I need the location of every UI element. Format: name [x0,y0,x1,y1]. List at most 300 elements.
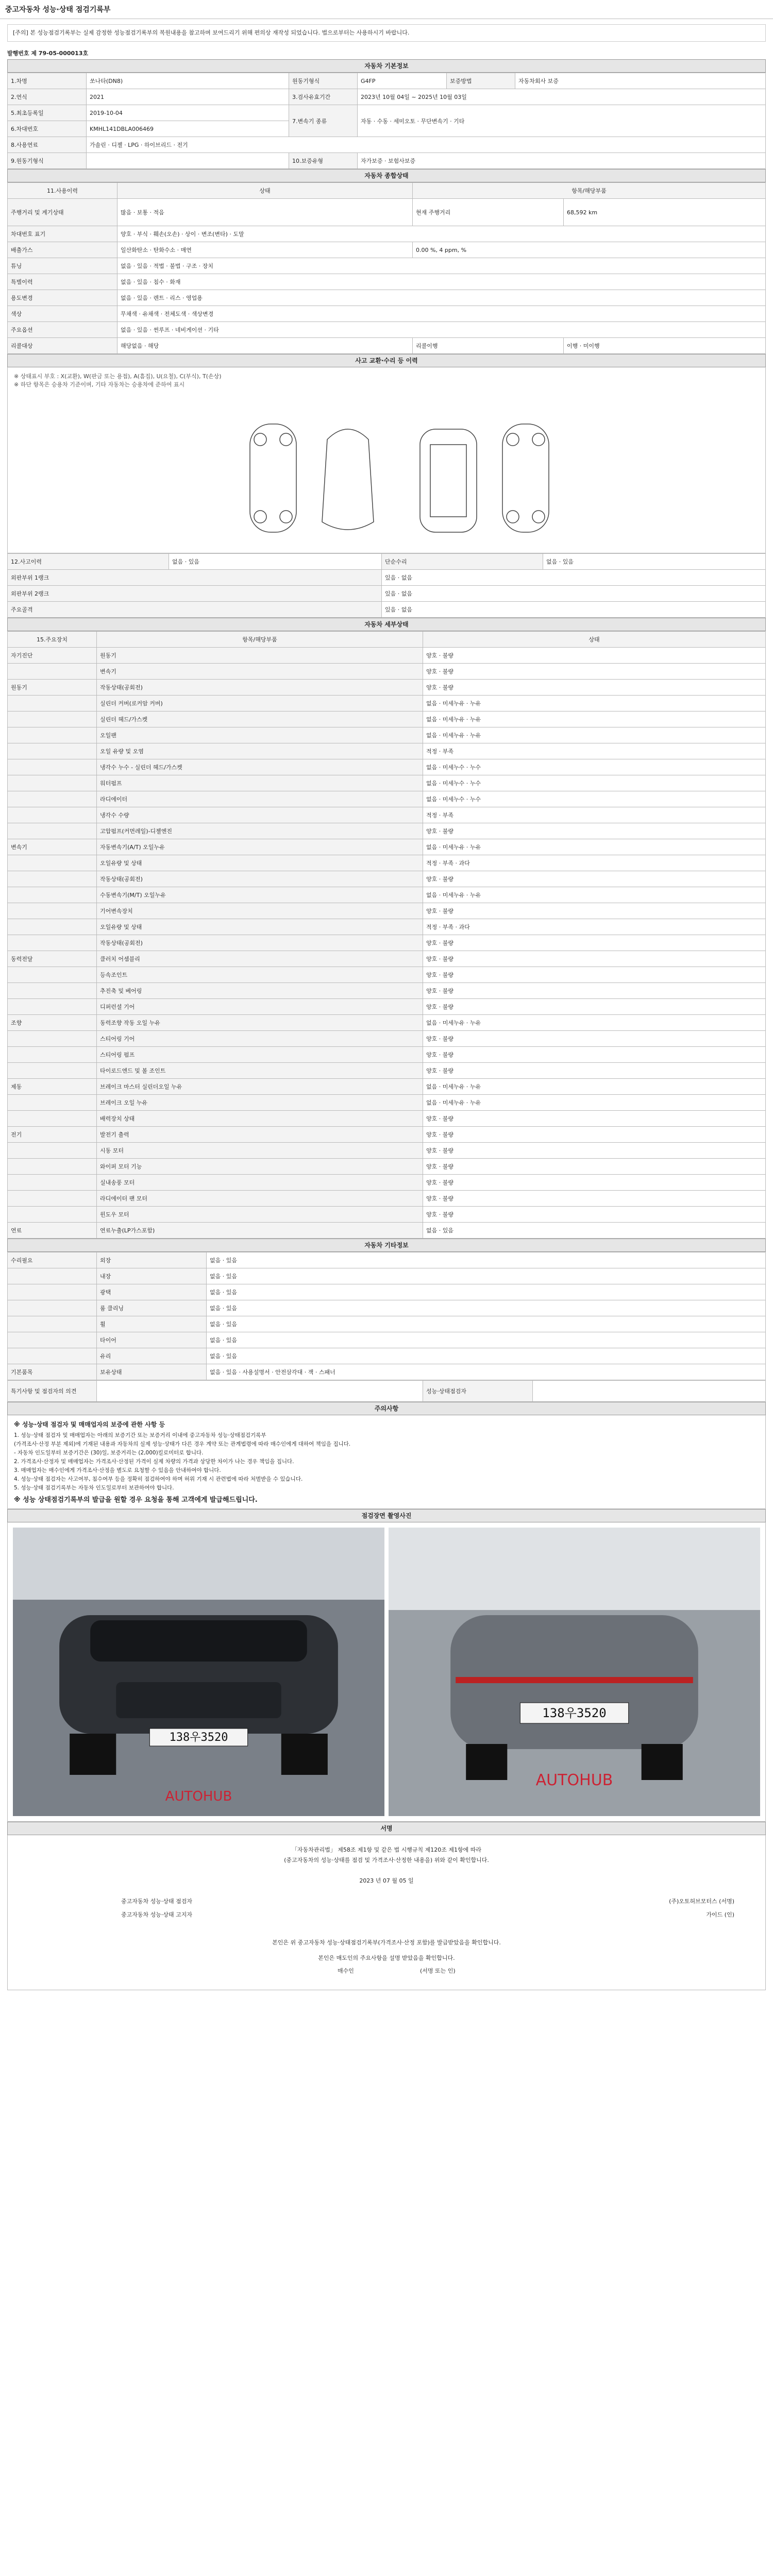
detail-group [8,919,97,935]
detail-row [8,664,766,680]
sign-text2: (중고자동차의 성능·상태를 점검 및 가격조사·산정한 내용을) 위와 같이 확인합니다. [284,1857,489,1863]
general-state: 해당없음 · 해당 [117,338,413,354]
detail-item: 오일 유량 및 오염 [97,743,423,759]
basic-value: 자동 · 수동 · 세미오토 · 무단변속기 · 기타 [358,105,766,137]
detail-state: 양호 · 불량 [423,983,766,999]
notes-title: ※ 성능·상태 점검자 및 매매업자의 보증에 관한 사항 등 [14,1421,165,1428]
others-state: 없음 · 있음 [207,1300,766,1316]
basic-value: 쏘나타(DN8) [87,73,289,89]
detail-table [7,631,766,1239]
detail-row [8,1095,766,1111]
detail-group [8,823,97,839]
others-row [8,1268,766,1284]
opinion-label: 특기사항 및 점검자의 의견 [8,1381,97,1402]
detail-group [8,1191,97,1207]
general-item: 색상 [8,306,117,322]
basic-info-section [7,59,766,169]
basic-value: KMHL141DBLA006469 [87,121,289,137]
detail-state: 양호 · 불량 [423,967,766,983]
others-state: 없음 · 있음 [207,1252,766,1268]
detail-group [8,759,97,775]
detail-item: 라디에이터 팬 모터 [97,1191,423,1207]
basic-label: 원동기형식 [289,73,358,89]
detail-state: 없음 · 미세누유 · 누유 [423,839,766,855]
detail-row [8,855,766,871]
detail-row [8,1063,766,1079]
notes-line: - 자동차 인도일부터 보증기간은 (30)일, 보증거리는 (2,000)킬로미터로 합니다. [14,1450,204,1456]
detail-item: 실린더 커버(로커암 커버) [97,696,423,711]
detail-row [8,648,766,664]
detail-item: 실내송풍 모터 [97,1175,423,1191]
others-row [8,1332,766,1348]
detail-header: 자동차 세부상태 [7,618,766,631]
detail-row [8,711,766,727]
basic-label: 2.연식 [8,89,87,105]
detail-row [8,935,766,951]
opinion-value2 [533,1381,766,1402]
photo-row [7,1522,766,1822]
detail-group [8,727,97,743]
detail-state: 양호 · 불량 [423,1191,766,1207]
detail-group [8,1063,97,1079]
detail-item: 디퍼런셜 기어 [97,999,423,1015]
detail-state: 없음 · 미세누수 · 누수 [423,791,766,807]
detail-item: 고압펌프(커먼레일)-디젤엔진 [97,823,423,839]
detail-item: 배력장치 상태 [97,1111,423,1127]
detail-state: 적정 · 부족 · 과다 [423,855,766,871]
detail-item: 변속기 [97,664,423,680]
car-outline-icon [8,367,766,553]
notes-line: 3. 매매업자는 매수인에게 가격조사·산정을 별도로 요청할 수 있음을 안내하여야 합니다. [14,1467,221,1473]
detail-group [8,1207,97,1223]
sign-text1: 「자동차관리법」 제58조 제1항 및 같은 법 시행규칙 제120조 제1항에 따라 [291,1846,482,1853]
detail-group [8,967,97,983]
detail-item: 타이로드엔드 및 볼 조인트 [97,1063,423,1079]
others-item: 휠 [97,1316,207,1332]
detail-state: 적정 · 부족 [423,743,766,759]
detail-item: 등속조인트 [97,967,423,983]
detail-group [8,1175,97,1191]
others-table [7,1252,766,1380]
detail-group: 연료 [8,1223,97,1239]
detail-state: 없음 · 미세누수 · 누수 [423,775,766,791]
detail-group [8,711,97,727]
repair-label: 단순수리 [382,554,543,570]
detail-row [8,871,766,887]
detail-state: 양호 · 불량 [423,903,766,919]
basic-label: 보증방법 [447,73,515,89]
col-header: 상태 [423,632,766,648]
others-group [8,1268,97,1284]
notes-lines [14,1431,759,1493]
general-extra: 68,592 km [564,199,766,226]
detail-row [8,887,766,903]
damage-header: 사고 교환·수리 등 이력 [7,354,766,367]
detail-row [8,1127,766,1143]
confirm-text1: 본인은 위 중고자동차 성능·상태점검기록부(가격조사·산정 포함)를 발급받았음을 확인합니다. [272,1939,501,1946]
basic-label: 1.차명 [8,73,87,89]
outer1-value: 있음 · 없음 [382,570,766,586]
others-group [8,1348,97,1364]
detail-row [8,1207,766,1223]
photos-header: 점검장면 촬영사진 [7,1509,766,1522]
opinion-label2: 성능·상태점검자 [423,1381,533,1402]
damage-table [7,553,766,618]
general-state: 없음 · 있음 · 썬루프 · 네비게이션 · 기타 [117,322,766,338]
detail-row [8,1191,766,1207]
detail-item: 와이퍼 모터 기능 [97,1159,423,1175]
photos-section [7,1509,766,1822]
others-item: 유리 [97,1348,207,1364]
general-state: 없음 · 있음 · 렌트 · 리스 · 영업용 [117,290,766,306]
detail-state: 양호 · 불량 [423,1111,766,1127]
detail-row [8,727,766,743]
others-header: 자동차 기타정보 [7,1239,766,1252]
outer1-label: 외판부위 1랭크 [8,570,382,586]
notes-line: (가격조사·산정 부분 제외)에 기재된 내용과 자동차의 실제 성능·상태가 다른 경우 계약 또는 관계법령에 따라 매수인에게 대하여 책임을 집니다. [14,1441,351,1447]
basic-label: 8.사용연료 [8,137,87,153]
detail-group [8,743,97,759]
basic-label: 7.변속기 종류 [289,105,358,137]
others-state: 없음 · 있음 [207,1268,766,1284]
general-item: 주요옵션 [8,322,117,338]
others-row [8,1252,766,1268]
detail-row [8,839,766,855]
detail-row [8,823,766,839]
others-row [8,1364,766,1380]
detail-group [8,791,97,807]
detail-state: 양호 · 불량 [423,648,766,664]
detail-item: 스티어링 펌프 [97,1047,423,1063]
general-detail: 리콜이행 [413,338,564,354]
detail-group [8,855,97,871]
basic-label: 5.최초등록일 [8,105,87,121]
detail-group [8,903,97,919]
detail-group [8,983,97,999]
plate-text: 138우3520 [542,1706,607,1720]
detail-group: 변속기 [8,839,97,855]
general-detail: 0.00 %, 4 ppm, % [413,242,766,258]
detail-group [8,1047,97,1063]
basic-info-header: 자동차 기본정보 [7,59,766,73]
detail-group [8,664,97,680]
detail-group [8,1095,97,1111]
general-section [7,169,766,354]
detail-section [7,618,766,1239]
notes-body [7,1415,766,1509]
detail-row [8,999,766,1015]
detail-state: 적정 · 부족 [423,807,766,823]
general-state: 없음 · 있음 · 적법 · 불법 · 구조 · 장치 [117,258,766,274]
col-header: 상태 [117,183,413,199]
detail-row [8,1175,766,1191]
col-header: 11.사용이력 [8,183,117,199]
detail-item: 동력조향 작동 오일 누유 [97,1015,423,1031]
general-state: 일산화탄소 · 탄화수소 · 매연 [117,242,413,258]
basic-value: G4FP [358,73,447,89]
detail-state: 없음 · 미세누유 · 누유 [423,1015,766,1031]
page-title: 중고자동차 성능·상태 점검기록부 [0,0,773,19]
detail-group: 전기 [8,1127,97,1143]
detail-group [8,887,97,903]
others-state: 없음 · 있음 [207,1316,766,1332]
col-header: 15.주요장치 [8,632,97,648]
detail-item: 자동변속기(A/T) 오일누유 [97,839,423,855]
outer2-label: 외판부위 2랭크 [8,586,382,602]
others-row [8,1348,766,1364]
rear-photo [389,1528,760,1816]
basic-value: 2019-10-04 [87,105,289,121]
detail-state: 양호 · 불량 [423,1063,766,1079]
basic-label: 10.보증유형 [289,153,358,169]
others-state: 없음 · 있음 [207,1332,766,1348]
outer2-value: 있음 · 없음 [382,586,766,602]
others-item: 타이어 [97,1332,207,1348]
detail-item: 작동상태(공회전) [97,680,423,696]
detail-group [8,807,97,823]
col-header: 항목/해당부품 [413,183,766,199]
detail-row [8,919,766,935]
detail-row [8,903,766,919]
others-group: 수리필요 [8,1252,97,1268]
basic-label: 6.차대번호 [8,121,87,137]
detail-row [8,680,766,696]
detail-item: 오일유량 및 상태 [97,855,423,871]
others-group: 기본품목 [8,1364,97,1380]
detail-state: 양호 · 불량 [423,1207,766,1223]
detail-item: 추진축 및 베어링 [97,983,423,999]
brand-text: AUTOHUB [535,1771,613,1789]
basic-value [87,153,289,169]
detail-row [8,1047,766,1063]
general-item: 리콜대상 [8,338,117,354]
detail-state: 양호 · 불량 [423,1127,766,1143]
general-table [7,182,766,354]
buyer-label: 매수인 [338,1968,354,1974]
detail-group: 원동기 [8,680,97,696]
detail-group: 자기진단 [8,648,97,664]
general-state: 많음 · 보통 · 적음 [117,199,413,226]
detail-state: 양호 · 불량 [423,823,766,839]
detail-group: 제동 [8,1079,97,1095]
detail-group: 조향 [8,1015,97,1031]
detail-row [8,983,766,999]
detail-state: 양호 · 불량 [423,999,766,1015]
others-item: 룸 클리닝 [97,1300,207,1316]
confirm-text2: 본인은 매도인의 주요사항을 설명 받았음을 확인합니다. [318,1955,455,1961]
damage-legend: ※ 상태표시 부호 : X(교환), W(판금 또는 용접), A(흠집), U(요철), C(부식), T(손상) ※ 하단 항목은 승용차 기준이며, 기타 자동차는 승용차에 준하여 표시 [14,373,222,388]
detail-row [8,1159,766,1175]
damage-section [7,354,766,618]
sign-header: 서명 [7,1822,766,1835]
basic-value: 가솔린 · 디젤 · LPG · 하이브리드 · 전기 [87,137,766,153]
detail-item: 클러치 어셈블리 [97,951,423,967]
sign-section [7,1822,766,1990]
opinion-value [97,1381,423,1402]
detail-row [8,1223,766,1239]
appraiser-label: 중고자동차 성능·상태 고지자 [121,1911,193,1918]
inspector-label: 중고자동차 성능·상태 점검자 [121,1898,193,1905]
detail-item: 냉각수 누수 - 실린더 헤드/가스켓 [97,759,423,775]
others-state: 없음 · 있음 [207,1284,766,1300]
detail-item: 수동변속기(M/T) 오일누유 [97,887,423,903]
form-number: 발행번호 제 79-05-000013호 [7,50,89,57]
detail-item: 기어변속장치 [97,903,423,919]
notes-section [7,1402,766,1509]
detail-item: 오일팬 [97,727,423,743]
detail-group: 동력전달 [8,951,97,967]
notes-line: 5. 성능·상태 점검기록부는 자동차 인도일로부터 보관하여야 합니다. [14,1485,174,1491]
others-item: 광택 [97,1284,207,1300]
detail-row [8,1015,766,1031]
buyer-sig: (서명 또는 인) [420,1968,456,1974]
general-item: 튜닝 [8,258,117,274]
notice-box: [주의] 본 성능점검기록부는 실제 감정한 성능점검기록부의 복원내용을 참고하며 보여드리기 위해 편의상 재작성 되었습니다. 법으로부터는 사용하시기 바랍니다. [7,24,766,42]
detail-row [8,791,766,807]
notes-line: 2. 가격조사·산정자 및 매매업자는 가격조사·산정된 가격이 실제 차량의 가격과 상당한 차이가 나는 경우 책임을 집니다. [14,1459,294,1465]
repair-value: 없음 · 있음 [543,554,766,570]
detail-row [8,759,766,775]
general-item: 특별이력 [8,274,117,290]
detail-item: 실린더 헤드/가스켓 [97,711,423,727]
detail-item: 원동기 [97,648,423,664]
accident-value: 없음 · 있음 [169,554,382,570]
detail-item: 브레이크 오일 누유 [97,1095,423,1111]
others-group [8,1300,97,1316]
detail-group [8,1111,97,1127]
notes-line: 4. 성능·상태 점검자는 사고여부, 침수여부 등을 정확히 점검하여야 하며 허위 기재 시 관련법에 따라 처벌받을 수 있습니다. [14,1476,303,1482]
detail-item: 스티어링 기어 [97,1031,423,1047]
detail-state: 없음 · 미세누유 · 누유 [423,1095,766,1111]
general-detail: 현재 주행거리 [413,199,564,226]
others-item: 보유상태 [97,1364,207,1380]
others-group [8,1284,97,1300]
car-diagram [7,367,766,553]
basic-value: 자동차회사 보증 [515,73,766,89]
general-state: 없음 · 있음 · 침수 · 화재 [117,274,766,290]
detail-group [8,935,97,951]
col-header: 항목/해당부품 [97,632,423,648]
detail-item: 워터펌프 [97,775,423,791]
detail-group [8,999,97,1015]
others-row [8,1284,766,1300]
detail-group [8,1031,97,1047]
detail-state: 양호 · 불량 [423,1175,766,1191]
basic-value: 2021 [87,89,289,105]
detail-state: 없음 · 미세누유 · 누유 [423,727,766,743]
detail-group [8,871,97,887]
basic-label: 3.검사유효기간 [289,89,358,105]
detail-item: 작동상태(공회전) [97,935,423,951]
others-section [7,1239,766,1402]
detail-row [8,1079,766,1095]
detail-state: 없음 · 미세누유 · 누유 [423,887,766,903]
detail-row [8,807,766,823]
detail-state: 양호 · 불량 [423,1159,766,1175]
detail-state: 적정 · 부족 · 과다 [423,919,766,935]
sign-body [7,1835,766,1990]
detail-item: 브레이크 마스터 실린더오일 누유 [97,1079,423,1095]
others-row [8,1300,766,1316]
basic-info-table [7,73,766,169]
detail-state: 없음 · 있음 [423,1223,766,1239]
notes-line: 1. 성능·상태 점검자 및 매매업자는 아래의 보증기간 또는 보증거리 이내에 중고자동차 성능·상태점검기록부 [14,1432,266,1438]
notes-footer: ※ 성능 상태점검기록부의 발급을 원할 경우 요청을 통해 고객에게 발급해드립니다. [14,1496,258,1504]
detail-row [8,743,766,759]
detail-state: 양호 · 불량 [423,1031,766,1047]
general-extra: 이행 · 미이행 [564,338,766,354]
brand-text: AUTOHUB [165,1789,232,1804]
detail-state: 없음 · 미세누유 · 누유 [423,696,766,711]
detail-group [8,1143,97,1159]
basic-value: 자가보증 · 보험사보증 [358,153,766,169]
detail-row [8,1143,766,1159]
basic-value: 2023년 10월 04일 ~ 2025년 10월 03일 [358,89,766,105]
detail-state: 양호 · 불량 [423,1047,766,1063]
detail-state: 양호 · 불량 [423,871,766,887]
detail-state: 양호 · 불량 [423,664,766,680]
detail-row [8,775,766,791]
general-state: 무채색 · 유채색 · 전체도색 · 색상변경 [117,306,766,322]
detail-group [8,775,97,791]
accident-label: 12.사고이력 [8,554,169,570]
detail-state: 양호 · 불량 [423,951,766,967]
others-state: 없음 · 있음 · 사용설명서 · 안전삼각대 · 잭 · 스패너 [207,1364,766,1380]
notes-header: 주의사항 [7,1402,766,1415]
detail-item: 연료누출(LP가스포함) [97,1223,423,1239]
general-item: 주행거리 및 계기상태 [8,199,117,226]
detail-item: 작동상태(공회전) [97,871,423,887]
front-photo [13,1528,384,1816]
detail-item: 발전기 출력 [97,1127,423,1143]
detail-state: 양호 · 불량 [423,680,766,696]
frame-value: 있음 · 없음 [382,602,766,618]
detail-group [8,1159,97,1175]
detail-row [8,1031,766,1047]
detail-row [8,967,766,983]
others-group [8,1332,97,1348]
general-state: 양호 · 부식 · 훼손(오손) · 상이 · 변조(변타) · 도말 [117,226,766,242]
general-item: 용도변경 [8,290,117,306]
detail-item: 라디에이터 [97,791,423,807]
detail-state: 양호 · 불량 [423,935,766,951]
frame-label: 주요골격 [8,602,382,618]
general-item: 차대번호 표기 [8,226,117,242]
basic-label: 9.원동기형식 [8,153,87,169]
inspector-name: (주)오토허브모터스 (서명) [669,1898,734,1905]
detail-state: 없음 · 미세누유 · 누유 [423,711,766,727]
others-group [8,1316,97,1332]
sign-date: 2023 년 07 월 05 일 [359,1877,414,1884]
detail-state: 양호 · 불량 [423,1143,766,1159]
detail-item: 윈도우 모터 [97,1207,423,1223]
general-item: 배출가스 [8,242,117,258]
opinion-table [7,1380,766,1402]
detail-item: 시동 모터 [97,1143,423,1159]
detail-state: 없음 · 미세누유 · 누유 [423,1079,766,1095]
detail-state: 없음 · 미세누수 · 누수 [423,759,766,775]
detail-row [8,1111,766,1127]
appraiser-name: 가이드 (인) [706,1911,734,1918]
detail-item: 오일유량 및 상태 [97,919,423,935]
others-item: 내장 [97,1268,207,1284]
others-item: 외장 [97,1252,207,1268]
others-state: 없음 · 있음 [207,1348,766,1364]
detail-row [8,696,766,711]
detail-item: 냉각수 수량 [97,807,423,823]
plate-text: 138우3520 [169,1731,228,1744]
detail-row [8,951,766,967]
